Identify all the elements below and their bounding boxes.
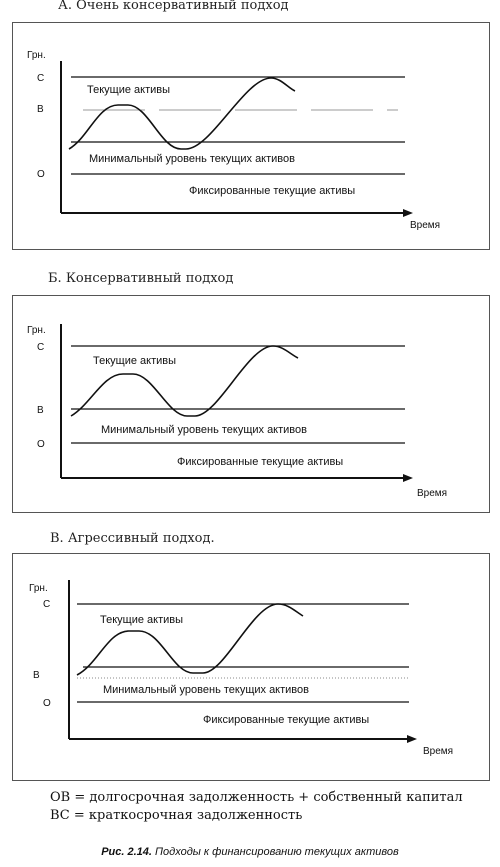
- level-b-label: B: [37, 104, 44, 115]
- y-axis-unit: Грн.: [27, 50, 46, 61]
- panel-b-chart: [13, 296, 489, 512]
- level-b-label: B: [37, 405, 44, 416]
- min-level-label: Минимальный уровень текущих активов: [89, 153, 295, 165]
- legend-ob: OB = долгосрочная задолженность + собственный капитал: [50, 790, 463, 805]
- legend-bc: BC = краткосрочная задолженность: [50, 808, 303, 823]
- panel-c: [12, 553, 490, 781]
- level-o-label: O: [37, 439, 45, 450]
- level-c-label: C: [37, 73, 45, 84]
- current-assets-label: Текущие активы: [87, 84, 171, 96]
- y-axis-unit: Грн.: [29, 583, 48, 594]
- x-axis-label: Время: [410, 220, 441, 231]
- panel-a-chart: [13, 23, 489, 249]
- fixed-assets-label: Фиксированные текущие активы: [177, 456, 344, 468]
- level-b-label: B: [33, 670, 40, 681]
- level-o-label: O: [37, 169, 45, 180]
- y-axis-unit: Грн.: [27, 325, 46, 336]
- panel-c-title: В. Агрессивный подход.: [50, 531, 215, 546]
- panel-b-title: Б. Консервативный подход: [48, 271, 234, 286]
- level-o-label: O: [43, 698, 51, 709]
- figure-caption-text: Подходы к финансированию текущих активов: [151, 846, 399, 858]
- x-axis-arrow: [407, 735, 417, 743]
- panel-c-chart: [13, 554, 489, 780]
- x-axis-arrow: [403, 474, 413, 482]
- min-level-label: Минимальный уровень текущих активов: [103, 684, 309, 696]
- figure-caption: [0, 846, 500, 858]
- min-level-label: Минимальный уровень текущих активов: [101, 424, 307, 436]
- figure-number: Рис. 2.14.: [101, 846, 152, 858]
- fixed-assets-label: Фиксированные текущие активы: [189, 185, 356, 197]
- level-c-label: C: [43, 599, 51, 610]
- panel-b: [12, 295, 490, 513]
- x-axis-label: Время: [423, 746, 454, 757]
- current-assets-label: Текущие активы: [100, 614, 184, 626]
- x-axis-label: Время: [417, 488, 448, 499]
- current-assets-label: Текущие активы: [93, 355, 177, 367]
- x-axis-arrow: [403, 209, 413, 217]
- panel-a: [12, 22, 490, 250]
- level-c-label: C: [37, 342, 45, 353]
- panel-a-title: А. Очень консервативный подход: [58, 0, 289, 13]
- fixed-assets-label: Фиксированные текущие активы: [203, 714, 370, 726]
